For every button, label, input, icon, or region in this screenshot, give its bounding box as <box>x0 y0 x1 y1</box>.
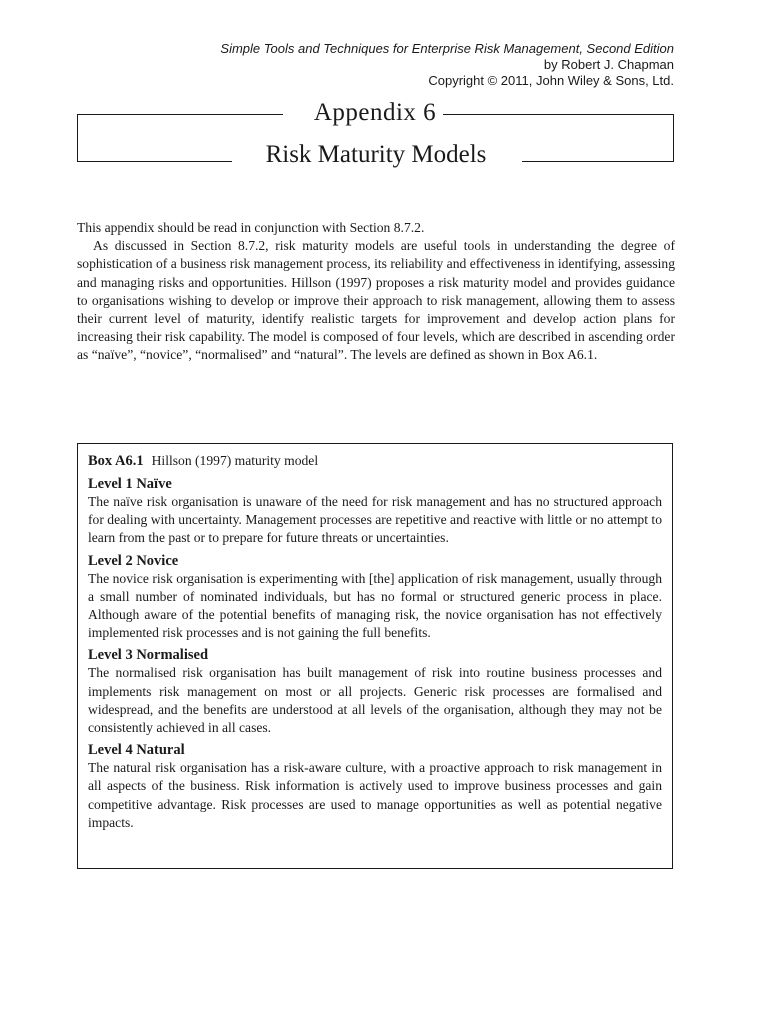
maturity-model-box <box>77 443 673 869</box>
author-line: by Robert J. Chapman <box>543 57 674 72</box>
box-caption <box>88 452 662 470</box>
intro-paragraph-2: As discussed in Section 8.7.2, risk maturity models are useful tools in understanding the degree of sophistication of a business risk management process, its reliability and effectiveness in identifying, assessing and managing risks and opportunities. Hillson (1997) proposes a risk maturity model and provides guidance to organisations wishing to develop or improve their approach to risk management, allowing them to assess their current level of maturity, identify realistic targets for improvement and develop action plans for increasing their risk capability. The model is composed of four levels, which are described in ascending order as “naïve”, “novice”, “normalised” and “natural”. The levels are defined as shown in Box A6.1. <box>77 238 675 363</box>
appendix-label: Appendix 6 <box>313 99 437 126</box>
frame-rule <box>443 114 674 115</box>
level-1-heading: Level 1 Naïve <box>88 476 172 492</box>
box-caption-text: Hillson (1997) maturity model <box>151 453 319 468</box>
level-4-body: The natural risk organisation has a risk-aware culture, with a proactive approach to risk management in all aspects of the business. Risk information is actively used to improve business processes and gain competitive advantage. Risk processes are used to manage opportunities as well as potential negative impacts. <box>88 760 662 830</box>
level-3-body: The normalised risk organisation has built management of risk into routine business processes and implements risk management on most or all projects. Generic risk processes are formalised and widespread, and the benefits are understood at all levels of the organisation, although they may not be consistently achieved in all cases. <box>88 665 662 736</box>
book-title: Simple Tools and Techniques for Enterprise Risk Management, Second Edition <box>220 41 674 56</box>
level-1-body: The naïve risk organisation is unaware of the need for risk management and has no structured approach for dealing with uncertainty. Management processes are repetitive and reactive with little or no attempt to learn from the past or to prepare for future threats or uncertainties. <box>88 494 662 546</box>
frame-rule <box>77 161 232 162</box>
box-id: Box A6.1 <box>88 453 144 469</box>
frame-rule <box>77 114 283 115</box>
frame-rule <box>77 114 78 162</box>
frame-rule <box>673 114 674 162</box>
level-2-body: The novice risk organisation is experimenting with [the] application of risk management, usually through a small number of nominated individuals, but has no formal or structured generic process in place. Although aware of the potential benefits of managing risk, the novice organisation has not effectively implemented risk processes and is not gaining the full benefits. <box>88 570 662 641</box>
page-title: Risk Maturity Models <box>265 141 487 168</box>
intro-text <box>77 219 675 365</box>
level-4-heading: Level 4 Natural <box>88 742 185 759</box>
level-3-heading: Level 3 Normalised <box>88 647 209 664</box>
running-header <box>220 41 674 89</box>
intro-paragraph-1: This appendix should be read in conjunction with Section 8.7.2. <box>77 220 425 235</box>
level-2-heading: Level 2 Novice <box>88 552 179 569</box>
frame-rule <box>522 161 674 162</box>
copyright-line: Copyright © 2011, John Wiley & Sons, Ltd. <box>428 73 674 88</box>
